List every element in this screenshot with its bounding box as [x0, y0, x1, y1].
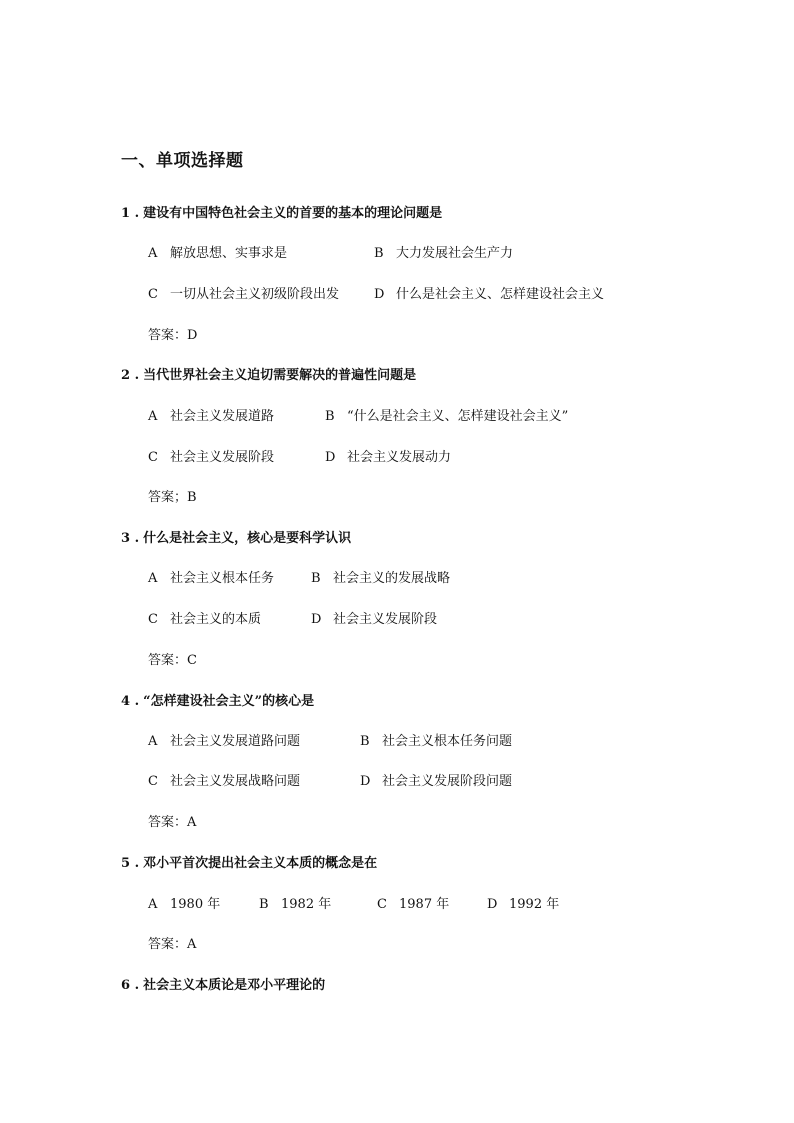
option-text: 社会主义根本任务问题	[382, 734, 513, 749]
answer-5: 答案：A	[148, 937, 197, 952]
option-text: 社会主义发展道路	[170, 409, 275, 424]
question-text: 什么是社会主义，核心是要科学认识	[143, 531, 352, 546]
question-number: 6 .	[121, 978, 140, 993]
option-letter: B	[374, 246, 384, 261]
question-6	[121, 974, 325, 993]
option-letter: A	[148, 897, 158, 912]
option-letter: A	[148, 734, 158, 749]
question-number: 4 .	[121, 694, 140, 709]
option-text: 社会主义发展道路问题	[170, 734, 301, 749]
option-text: 社会主义发展阶段问题	[382, 774, 513, 789]
option-c	[377, 893, 449, 912]
question-4	[121, 690, 314, 709]
option-a	[148, 405, 274, 424]
question-number: 2 .	[121, 368, 140, 383]
option-a	[148, 567, 274, 586]
option-text: 什么是社会主义、怎样建设社会主义	[396, 287, 605, 302]
option-text: 社会主义的发展战略	[333, 571, 451, 586]
option-letter: A	[148, 409, 158, 424]
answer-3: 答案：C	[148, 653, 197, 668]
answer-2: 答案；B	[148, 490, 197, 505]
option-d	[487, 893, 559, 912]
option-text: 社会主义发展阶段	[170, 450, 275, 465]
question-3	[121, 527, 351, 546]
question-text: 建设有中国特色社会主义的首要的基本的理论问题是	[143, 206, 443, 221]
option-letter: A	[148, 246, 158, 261]
option-b	[259, 893, 331, 912]
question-text: 社会主义本质论是邓小平理论的	[143, 978, 326, 993]
option-text: 社会主义发展战略问题	[170, 774, 301, 789]
question-1	[121, 202, 442, 221]
option-text: 1992 年	[509, 897, 560, 912]
option-d	[374, 283, 604, 302]
question-number: 5 .	[121, 856, 140, 871]
option-text: 1982 年	[281, 897, 332, 912]
option-letter: A	[148, 571, 158, 586]
option-a	[148, 730, 300, 749]
option-text: “什么是社会主义、怎样建设社会主义”	[347, 409, 569, 424]
option-letter: B	[259, 897, 269, 912]
option-text: 解放思想、实事求是	[170, 246, 288, 261]
question-text: 邓小平首次提出社会主义本质的概念是在	[143, 856, 378, 871]
option-b	[360, 730, 512, 749]
option-letter: C	[148, 287, 158, 302]
option-d	[311, 608, 437, 627]
option-a	[148, 242, 287, 261]
option-letter: B	[325, 409, 335, 424]
section-title: 一、单项选择题	[121, 151, 244, 171]
option-letter: D	[360, 774, 371, 789]
question-number: 3 .	[121, 531, 140, 546]
option-a	[148, 893, 220, 912]
option-d	[360, 770, 512, 789]
option-letter: D	[487, 897, 498, 912]
option-letter: C	[377, 897, 387, 912]
option-letter: D	[325, 450, 336, 465]
question-5	[121, 852, 377, 871]
option-letter: D	[374, 287, 385, 302]
question-text: 当代世界社会主义迫切需要解决的普遍性问题是	[143, 368, 417, 383]
option-text: 1987 年	[399, 897, 450, 912]
option-b	[374, 242, 513, 261]
option-text: 社会主义发展阶段	[333, 612, 438, 627]
option-text: 1980 年	[170, 897, 221, 912]
option-c	[148, 446, 274, 465]
option-letter: D	[311, 612, 322, 627]
option-letter: C	[148, 450, 158, 465]
option-b	[311, 567, 450, 586]
option-text: 社会主义发展动力	[347, 450, 452, 465]
option-c	[148, 770, 300, 789]
question-2	[121, 364, 416, 383]
option-c	[148, 608, 261, 627]
option-letter: C	[148, 612, 158, 627]
option-text: 大力发展社会生产力	[396, 246, 514, 261]
option-text: 社会主义的本质	[170, 612, 262, 627]
answer-4: 答案：A	[148, 815, 197, 830]
option-letter: C	[148, 774, 158, 789]
option-letter: B	[311, 571, 321, 586]
option-letter: B	[360, 734, 370, 749]
option-text: 社会主义根本任务	[170, 571, 275, 586]
answer-1: 答案：D	[148, 328, 198, 343]
option-b	[325, 405, 568, 424]
option-c	[148, 283, 339, 302]
question-text: “怎样建设社会主义”的核心是	[143, 694, 315, 709]
question-number: 1 .	[121, 206, 140, 221]
option-d	[325, 446, 451, 465]
option-text: 一切从社会主义初级阶段出发	[170, 287, 340, 302]
